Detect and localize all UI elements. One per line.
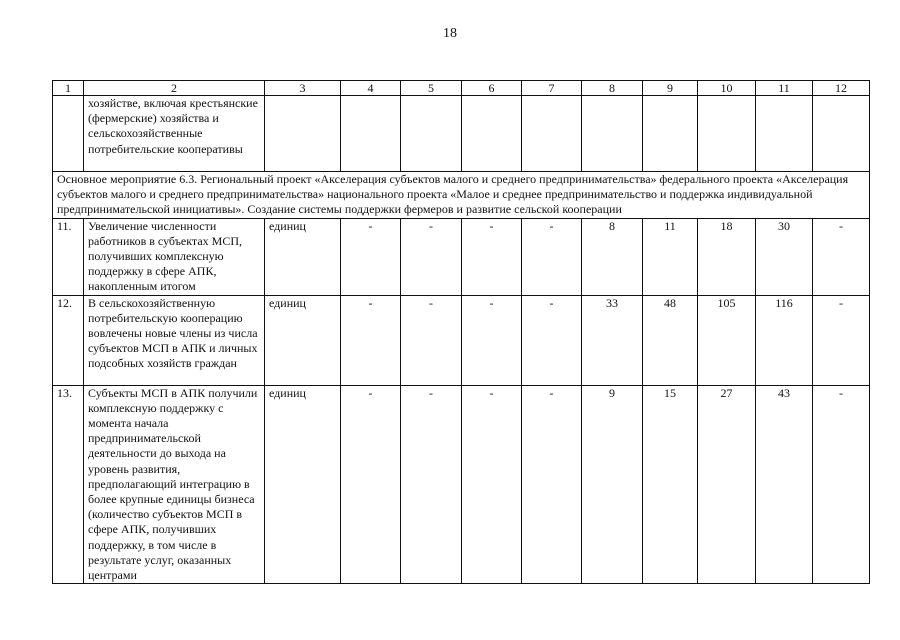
column-header: 5 [401,81,462,96]
value-cell: - [401,218,462,295]
column-header: 10 [698,81,756,96]
section-title: Основное мероприятие 6.3. Региональный проект «Акселерация субъектов малого и среднего предпринимательства» федерального проекта «Акселерация субъектов малого и среднего предпринимательства» национального проекта «Малое и среднее предпринимательство и поддержка индивидуальной предпринимательской инициативы». Создание системы поддержки фермеров и развитие сельской кооперации [53,172,870,219]
unit-cell: единиц [265,295,341,385]
column-header: 12 [813,81,870,96]
value-cell [756,96,813,172]
value-cell: - [813,218,870,295]
table-row [53,385,870,584]
unit-cell: единиц [265,385,341,584]
indicator-cell: Увеличение численности работников в субъектах МСП, получивших комплексную поддержку в сфере АПК, накопленным итогом [84,218,265,295]
value-cell [341,96,401,172]
table-row-continuation [53,96,870,172]
unit-cell: единиц [265,218,341,295]
column-header: 8 [582,81,643,96]
value-cell [813,96,870,172]
value-cell: 33 [582,295,643,385]
value-cell [698,96,756,172]
value-cell: 27 [698,385,756,584]
table-row [53,295,870,385]
value-cell: - [522,218,582,295]
row-number-cell [53,96,84,172]
value-cell: - [813,295,870,385]
value-cell: - [401,385,462,584]
value-cell: - [522,295,582,385]
value-cell: - [341,385,401,584]
value-cell: 43 [756,385,813,584]
indicator-cell: хозяйстве, включая крестьянские (фермерские) хозяйства и сельскохозяйственные потребительские кооперативы [84,96,265,172]
value-cell: - [462,218,522,295]
value-cell: 105 [698,295,756,385]
table-row [53,218,870,295]
section-heading-row [53,172,870,219]
column-header: 1 [53,81,84,96]
column-header: 3 [265,81,341,96]
column-header: 6 [462,81,522,96]
indicator-cell: Субъекты МСП в АПК получили комплексную поддержку с момента начала предпринимательской деятельности до выхода на уровень развития, предполагающий интеграцию в более крупные единицы бизнеса (количество субъектов МСП в сфере АПК, получивших поддержку, в том числе в результате услуг, оказанных центрами [84,385,265,584]
value-cell: 48 [643,295,698,385]
row-number-cell: 11. [53,218,84,295]
value-cell [462,96,522,172]
value-cell: - [813,385,870,584]
value-cell: - [522,385,582,584]
value-cell: 116 [756,295,813,385]
value-cell: 18 [698,218,756,295]
column-header: 7 [522,81,582,96]
value-cell: 9 [582,385,643,584]
value-cell [643,96,698,172]
row-number-cell: 13. [53,385,84,584]
value-cell: 8 [582,218,643,295]
unit-cell [265,96,341,172]
value-cell [522,96,582,172]
value-cell: 11 [643,218,698,295]
value-cell: 15 [643,385,698,584]
value-cell: - [401,295,462,385]
column-header: 2 [84,81,265,96]
column-header: 4 [341,81,401,96]
indicator-cell: В сельскохозяйственную потребительскую кооперацию вовлечены новые члены из числа субъектов МСП в АПК и личных подсобных хозяйств граждан [84,295,265,385]
value-cell: - [341,218,401,295]
value-cell: - [462,295,522,385]
value-cell: 30 [756,218,813,295]
column-header: 9 [643,81,698,96]
value-cell: - [341,295,401,385]
column-number-header-row [53,81,870,96]
page-number: 18 [443,26,457,41]
row-number-cell: 12. [53,295,84,385]
value-cell [401,96,462,172]
value-cell [582,96,643,172]
column-header: 11 [756,81,813,96]
value-cell: - [462,385,522,584]
indicators-table [52,80,870,584]
